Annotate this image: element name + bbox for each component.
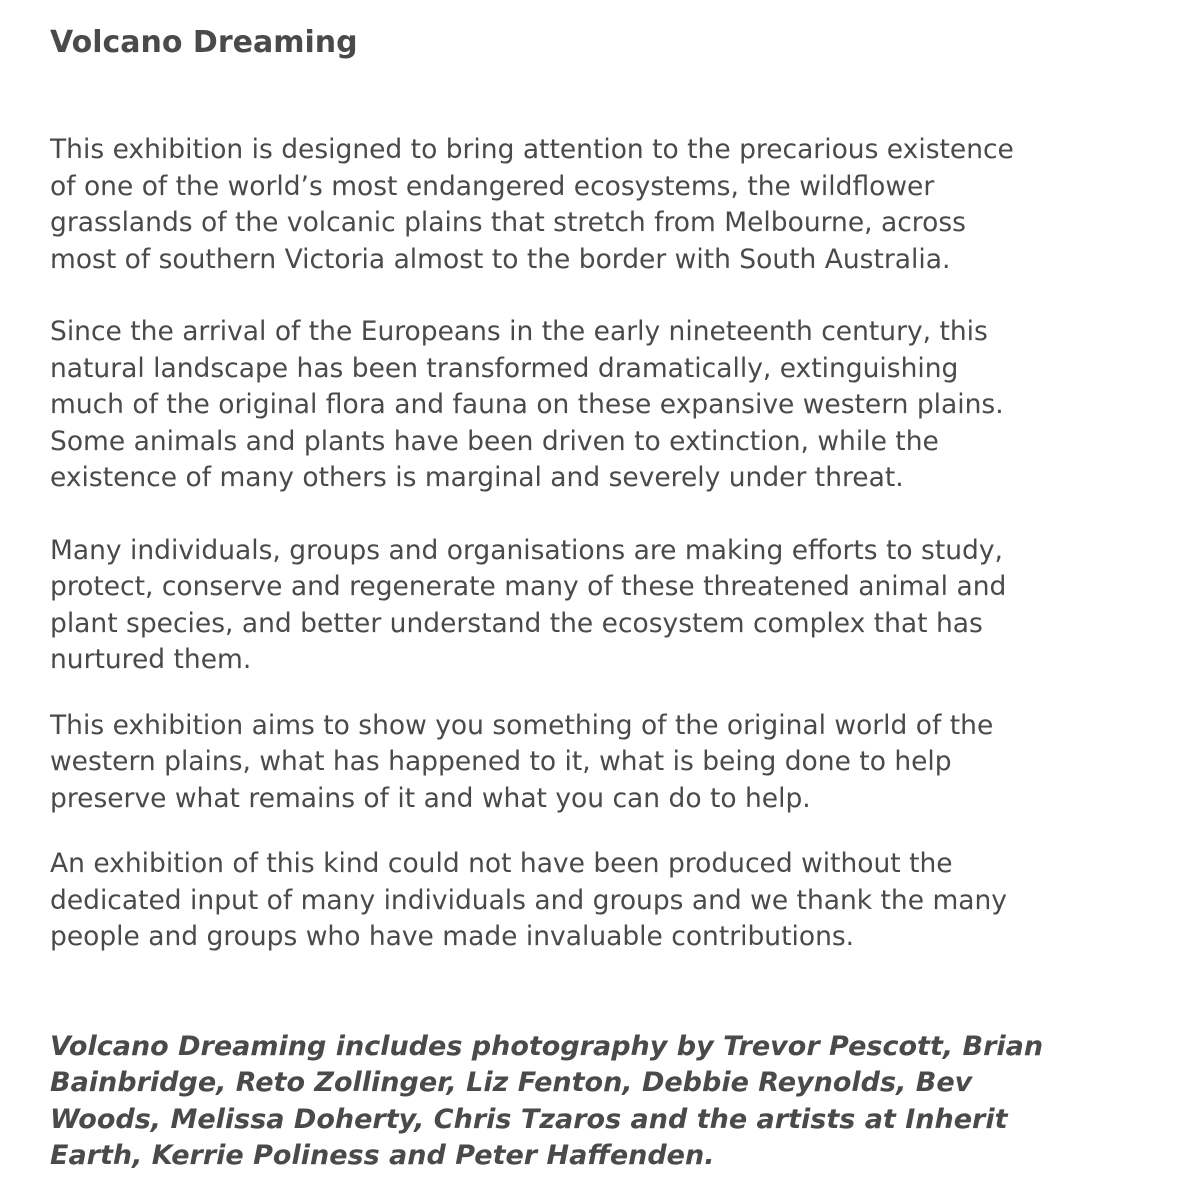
thanks-paragraph xyxy=(50,846,1150,956)
efforts-paragraph xyxy=(50,533,1150,679)
paragraph-line: of one of the world’s most endangered ecosystems, the wildflower xyxy=(50,170,935,202)
paragraph-spacer xyxy=(50,278,1150,314)
paragraph-line: nurtured them. xyxy=(50,644,252,675)
paragraph-line: Many individuals, groups and organisations are making efforts to study, xyxy=(50,534,1003,566)
paragraph-line: This exhibition is designed to bring attention to the precarious existence xyxy=(50,134,1014,165)
paragraph-line: existence of many others is marginal and severely under threat. xyxy=(50,462,904,493)
paragraph-line: natural landscape has been transformed dramatically, extinguishing xyxy=(50,352,959,384)
photography-credits xyxy=(50,1029,1150,1175)
paragraph-line: much of the original flora and fauna on these expansive western plains. xyxy=(50,389,1004,420)
paragraph-line: dedicated input of many individuals and groups and we thank the many xyxy=(50,884,1007,916)
paragraph-line: Since the arrival of the Europeans in the early nineteenth century, this xyxy=(50,316,988,347)
paragraph-spacer xyxy=(50,956,1150,1029)
paragraph-line: An exhibition of this kind could not have been produced without the xyxy=(50,848,953,879)
paragraph-line: Some animals and plants have been driven to extinction, while the xyxy=(50,425,939,457)
paragraph-line: plant species, and better understand the ecosystem complex that has xyxy=(50,607,983,639)
paragraph-line: people and groups who have made invaluable contributions. xyxy=(50,921,855,952)
document-page xyxy=(50,22,1150,1175)
history-paragraph xyxy=(50,314,1150,497)
paragraph-line: most of southern Victoria almost to the border with South Australia. xyxy=(50,243,951,275)
paragraph-line: western plains, what has happened to it, what is being done to help xyxy=(50,746,952,777)
paragraph-line: grasslands of the volcanic plains that stretch from Melbourne, across xyxy=(50,207,966,238)
paragraph-line: preserve what remains of it and what you can do to help. xyxy=(50,782,811,814)
credits-line: Woods, Melissa Doherty, Chris Tzaros and the artists at Inherit xyxy=(50,1103,1008,1135)
paragraph-spacer xyxy=(50,679,1150,708)
paragraph-spacer xyxy=(50,497,1150,533)
credits-line: Bainbridge, Reto Zollinger, Liz Fenton, Debbie Reynolds, Bev xyxy=(50,1067,973,1098)
page-title: Volcano Dreaming xyxy=(50,25,358,60)
credits-line: Earth, Kerrie Poliness and Peter Haffenden. xyxy=(50,1140,715,1171)
credits-line: Volcano Dreaming includes photography by Trevor Pescott, Brian xyxy=(50,1030,1044,1062)
intro-paragraph xyxy=(50,132,1150,278)
paragraph-spacer xyxy=(50,817,1150,846)
paragraph-line: protect, conserve and regenerate many of these threatened animal and xyxy=(50,571,1007,602)
aims-paragraph xyxy=(50,708,1150,818)
paragraph-line: This exhibition aims to show you something of the original world of the xyxy=(50,709,994,741)
